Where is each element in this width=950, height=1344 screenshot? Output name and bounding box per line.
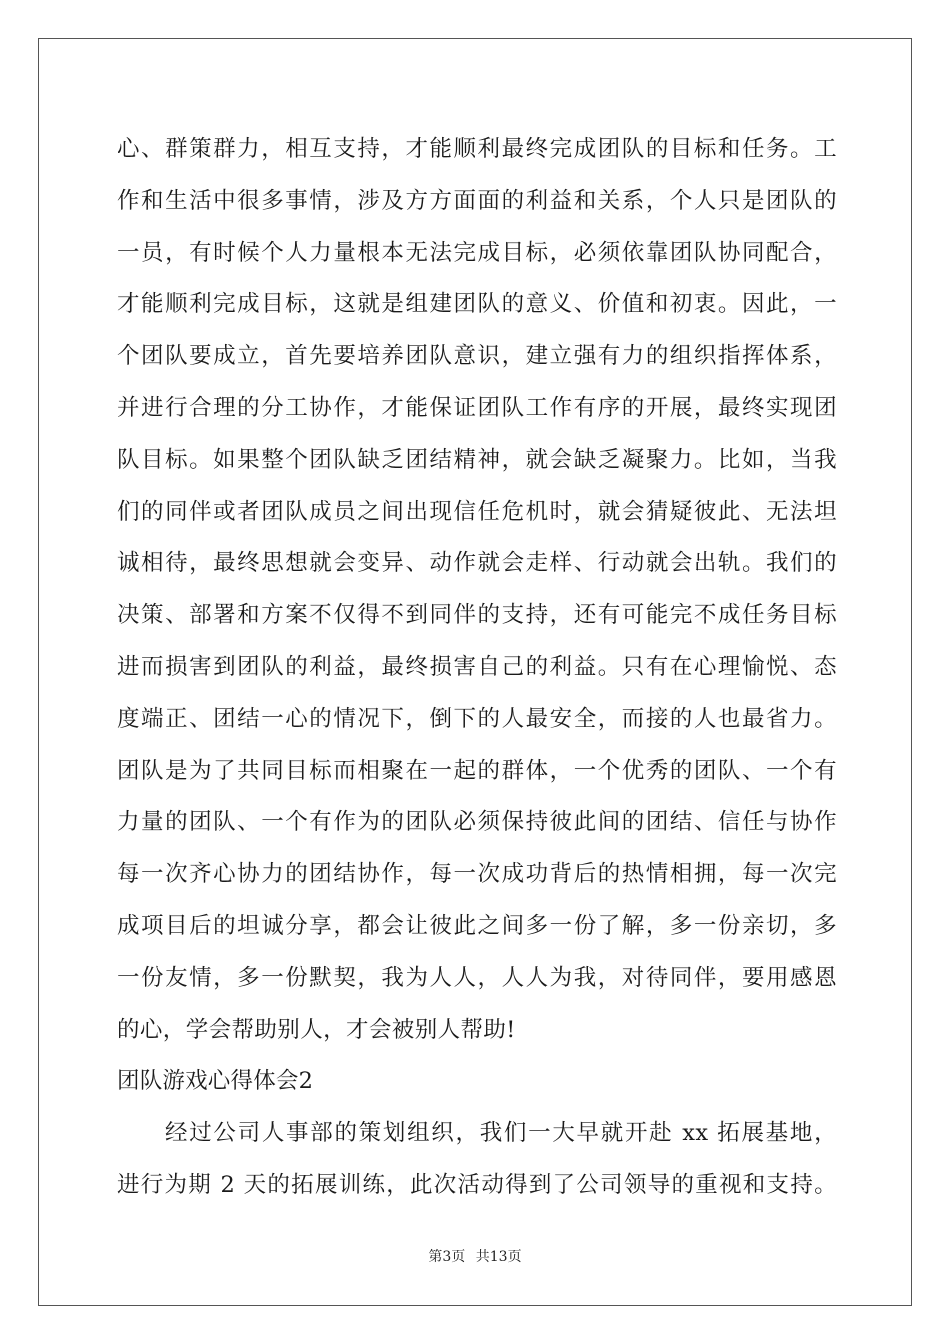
paragraph-line: 经过公司人事部的策划组织，我们一大早就开赴 xx 拓展基地， (165, 1120, 837, 1147)
paragraph-line: 才能顺利完成目标，这就是组建团队的意义、价值和初衷。因此，一 (117, 291, 837, 318)
paragraph-line: 一份友情，多一份默契，我为人人，人人为我，对待同伴，要用感恩 (117, 964, 837, 991)
section-heading: 团队游戏心得体会2 (117, 1068, 314, 1095)
paragraph-line: 的心，学会帮助别人，才会被别人帮助! (117, 1016, 516, 1043)
paragraph-line: 团队是为了共同目标而相聚在一起的群体，一个优秀的团队、一个有 (117, 757, 837, 784)
paragraph-line: 队目标。如果整个团队缺乏团结精神，就会缺乏凝聚力。比如，当我 (117, 446, 837, 473)
paragraph-line: 力量的团队、一个有作为的团队必须保持彼此间的团结、信任与协作 (117, 809, 837, 836)
document-body (117, 124, 837, 1212)
paragraph-line: 决策、部署和方案不仅得不到同伴的支持，还有可能完不成任务目标 (117, 602, 837, 629)
paragraph-line: 度端正、团结一心的情况下，倒下的人最安全，而接的人也最省力。 (117, 705, 837, 732)
paragraph-line: 诚相待，最终思想就会变异、动作就会走样、行动就会出轨。我们的 (117, 550, 837, 577)
page-number: 第3页 (428, 1249, 466, 1265)
paragraph-line: 一员，有时候个人力量根本无法完成目标，必须依靠团队协同配合， (117, 239, 837, 266)
paragraph-line: 进而损害到团队的利益，最终损害自己的利益。只有在心理愉悦、态 (117, 653, 837, 680)
paragraph-line: 们的同伴或者团队成员之间出现信任危机时，就会猜疑彼此、无法坦 (117, 498, 837, 525)
page-footer (0, 1246, 950, 1266)
paragraph-line: 成项目后的坦诚分享，都会让彼此之间多一份了解，多一份亲切，多 (117, 912, 837, 939)
paragraph-line: 心、群策群力，相互支持，才能顺利最终完成团队的目标和任务。工 (117, 136, 837, 162)
page-total: 共13页 (475, 1249, 522, 1265)
paragraph-line: 作和生活中很多事情，涉及方方面面的利益和关系，个人只是团队的 (117, 187, 837, 214)
paragraph-line: 每一次齐心协力的团结协作，每一次成功背后的热情相拥，每一次完 (117, 861, 837, 888)
paragraph-line: 个团队要成立，首先要培养团队意识，建立强有力的组织指挥体系， (117, 343, 837, 370)
paragraph-line: 进行为期 2 天的拓展训练，此次活动得到了公司领导的重视和支持。 (117, 1171, 837, 1198)
paragraph-line: 并进行合理的分工协作，才能保证团队工作有序的开展，最终实现团 (117, 394, 837, 421)
